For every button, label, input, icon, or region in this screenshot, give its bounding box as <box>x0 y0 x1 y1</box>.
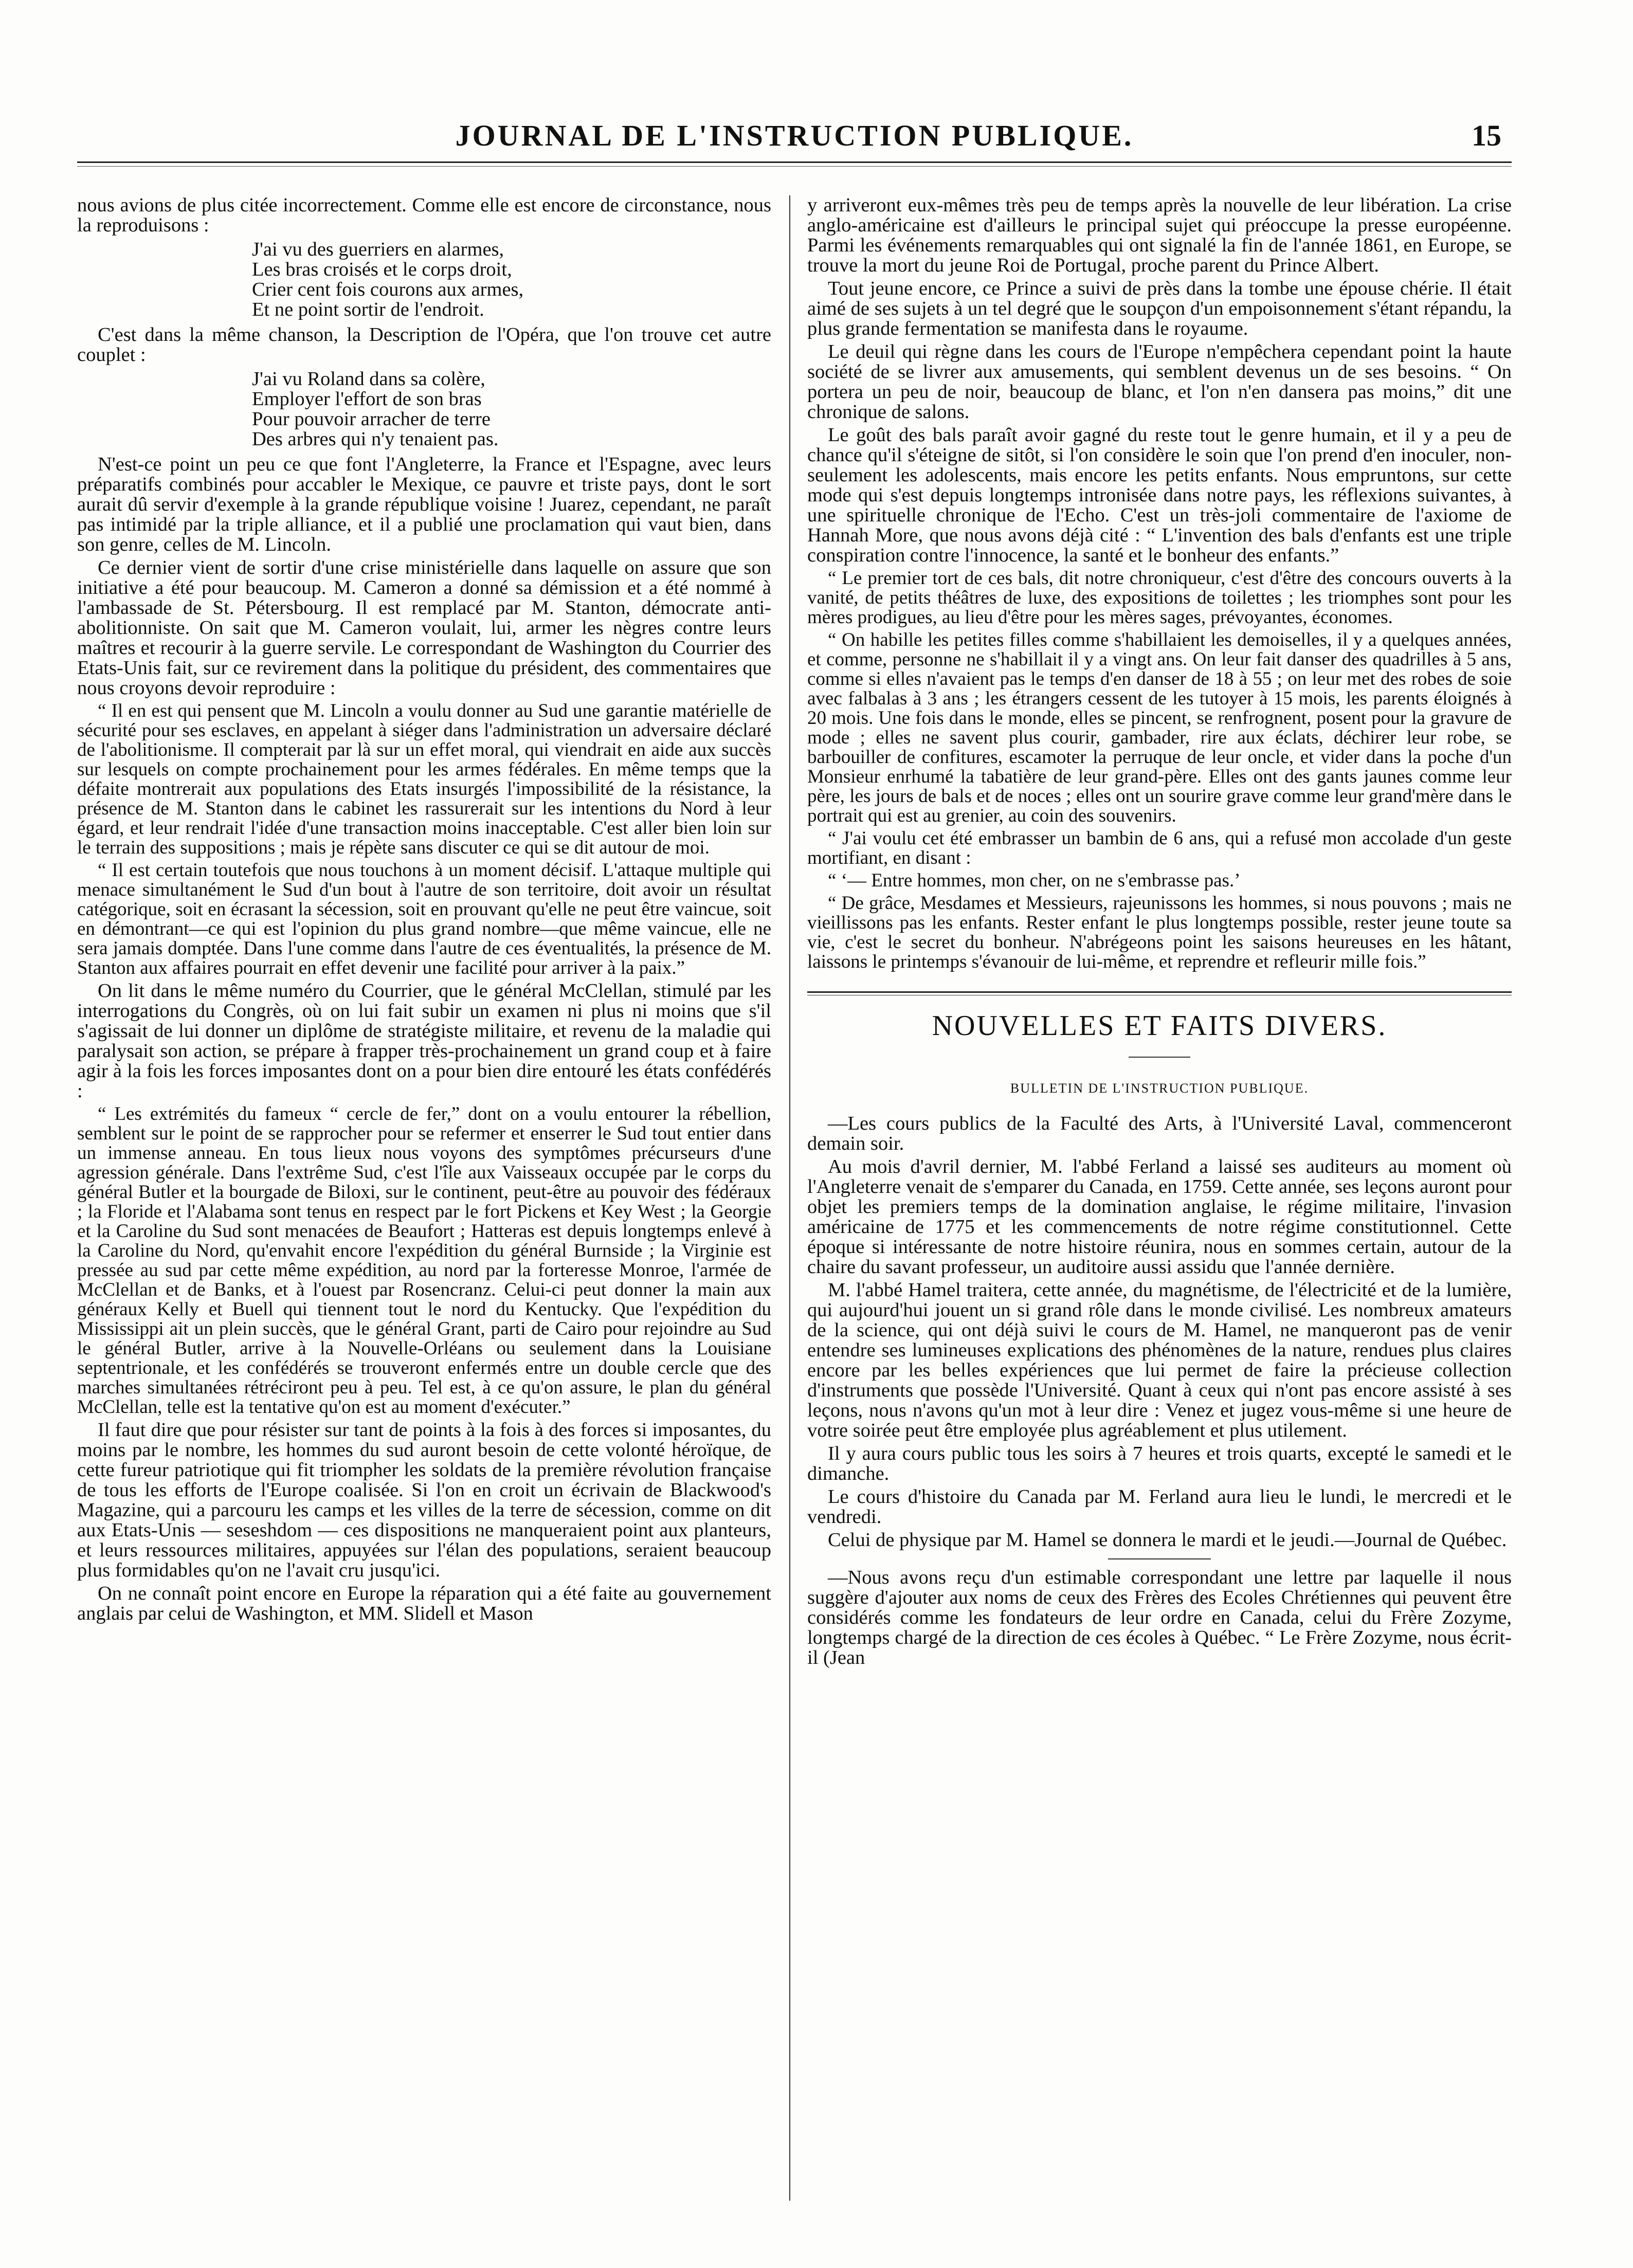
news-item: Celui de physique par M. Hamel se donnera le mardi et le jeudi.—Journal de Québec. <box>828 1529 1507 1551</box>
paragraph: On ne connaît point encore en Europe la réparation qui a été faite au gouvernement anglais par celui de Washington, et MM. Slidell et Mason <box>77 1583 771 1624</box>
news-item: —Nous avons reçu d'un estimable correspondant une lettre par laquelle il nous suggère d'ajouter aux noms de ceux des Frères des Ecoles Chrétiennes qui peuvent être considérés comme les fondateurs de leur ordre en Canada, celui du Frère Zozyme, longtemps chargé de la direction de ces écoles à Québec. “ Le Frère Zozyme, nous écrit-il (Jean <box>807 1567 1512 1668</box>
bulletin-heading: BULLETIN DE L'INSTRUCTION PUBLIQUE. <box>1010 1081 1309 1096</box>
quote-paragraph: “ ‘— Entre hommes, mon cher, on ne s'embrasse pas.’ <box>828 870 1241 891</box>
paragraph: Ce dernier vient de sortir d'une crise ministérielle dans laquelle on assure que son initiative a été pour beaucoup. M. Cameron a donné sa démission et a été nommé à l'ambassade de St. Pétersbourg. Il est remplacé par M. Stanton, démocrate anti-abolitionniste. On sait que M. Cameron voulait, lui, armer les nègres contre leurs maîtres et recourir à la guerre servile. Le correspondant de Washington du Courrier des Etats-Unis fait, sur ce revirement dans la politique du président, des commentaires que nous croyons devoir reproduire : <box>77 557 771 699</box>
verse-line: J'ai vu Roland dans sa colère, <box>252 368 485 390</box>
verse-line: Employer l'effort de son bras <box>252 388 482 410</box>
quote-paragraph: “ De grâce, Mesdames et Messieurs, rajeunissons les hommes, si nous pouvons ; mais ne vieillissons pas les enfants. Rester enfant le plus longtemps possible, rester jeune toute sa vie, c'est le secret du bonheur. N'abrégeons point les saisons heureuses en les hâtant, laissons le printemps s'évanouir de lui-même, et reprendre et refleurir mille fois.” <box>807 893 1512 972</box>
paragraph: Tout jeune encore, ce Prince a suivi de près dans la tombe une épouse chérie. Il était aimé de ses sujets à un tel degré que le soupçon d'un empoisonnement s'étant répandu, la plus grande fermentation se manifesta dans le royaume. <box>807 278 1512 339</box>
news-item: M. l'abbé Hamel traitera, cette année, du magnétisme, de l'électricité et de la lumière, qui aujourd'hui jouent un si grand rôle dans le monde civilisé. Les nombreux amateurs de la science, qui ont déjà suivi le cours de M. Hamel, ne manqueront pas de venir entendre ses lumineuses explications des phénomènes de la nature, rendues plus claires encore par les belles expériences que lui permet de faire la précieuse collection d'instruments que possède l'Université. Quant à ceux qui n'ont pas encore assisté à ses leçons, nous n'avons qu'un mot à leur dire : Venez et jugez vous-même si une heure de votre soirée peut être employée plus agréablement et plus utilement. <box>807 1279 1512 1441</box>
verse-line: Des arbres qui n'y tenaient pas. <box>252 428 499 450</box>
quote-paragraph: “ Le premier tort de ces bals, dit notre chroniqueur, c'est d'être des concours ouverts à la vanité, de petits théâtres de luxe, des expositions de toilettes ; les triomphes sont pour les mères prodigues, au lieu d'être pour les mères sages, prévoyantes, économes. <box>807 568 1512 628</box>
verse-line: Et ne point sortir de l'endroit. <box>252 299 484 320</box>
news-item: Au mois d'avril dernier, M. l'abbé Ferland a laissé ses auditeurs au moment où l'Angleterre venait de s'emparer du Canada, en 1759. Cette année, ses leçons auront pour objet les premiers temps de la domination anglaise, le régime militaire, l'invasion américaine de 1775 et les commencements de notre régime constitutionnel. Cette époque si intéressante de notre histoire réunira, nous en sommes certain, autour de la chaire du savant professeur, un auditoire aussi assidu que l'année dernière. <box>807 1156 1512 1278</box>
paragraph: C'est dans la même chanson, la Description de l'Opéra, que l'on trouve cet autre couplet : <box>77 324 771 366</box>
quote-paragraph: “ J'ai voulu cet été embrasser un bambin de 6 ans, qui a refusé mon accolade d'un geste mortifiant, en disant : <box>807 828 1512 868</box>
section-subrule <box>1129 1057 1190 1058</box>
quote-paragraph: “ Les extrémités du fameux “ cercle de fer,” dont on a voulu entourer la rébellion, semblent sur le point de se rapprocher pour se refermer et enserrer le Sud tout entier dans un immense anneau. En tous lieux nous voyons des symptômes précurseurs d'une agression générale. Dans l'extrême Sud, c'est l'île aux Vaisseaux occupée par le corps du général Butler et la bourgade de Biloxi, sur le continent, peut-être au pouvoir des fédéraux ; la Floride et l'Alabama sont tenus en respect par le fort Pickens et Key West ; la Georgie et la Caroline du Sud sont menacées de Beaufort ; Hatteras est depuis longtemps enlevé à la Caroline du Nord, qu'envahit encore l'expédition du général Burnside ; la Virginie est pressée au sud par cette même expédition, au nord par la forteresse Monroe, l'armée de McClellan et de Banks, et à l'ouest par Rosencranz. Celui-ci peut donner la main aux généraux Kelly et Buell qui tiennent tout le nord du Kentucky. Que l'expédition du Mississippi ait un plein succès, que le général Grant, parti de Cairo pour rejoindre au Sud le général Butler, arrive à la Nouvelle-Orléans ou seulement dans la Louisiane septentrionale, et les confédérés se trouveront enfermés entre un double cercle que des marches simultanées rétréciront peu à peu. Tel est, à ce qu'on assure, le plan du général McClellan, telle est la tentative qu'on est au moment d'exécuter.” <box>77 1103 771 1418</box>
verse-block <box>252 369 771 449</box>
news-item: —Les cours publics de la Faculté des Arts, à l'Université Laval, commenceront demain soir. <box>807 1113 1512 1154</box>
journal-title: JOURNAL DE L'INSTRUCTION PUBLIQUE. <box>455 119 1134 152</box>
column-divider <box>789 195 790 2201</box>
news-item: Il y aura cours public tous les soirs à 7 heures et trois quarts, excepté le samedi et le dimanche. <box>807 1443 1512 1484</box>
verse-block <box>252 240 771 320</box>
left-column <box>77 195 771 1627</box>
page-number: 15 <box>1472 119 1501 152</box>
quote-paragraph: “ Il est certain toutefois que nous touchons à un moment décisif. L'attaque multiple qui menace simultanément le Sud d'un bout à l'autre de son territoire, doit avoir un résultat catégorique, soit en écrasant la sécession, soit en prouvant qu'elle ne peut être vaincue, soit en démontrant—ce qui est l'opinion du plus grand nombre—que même vaincue, elle ne sera jamais domptée. Dans l'une comme dans l'autre de ces éventualités, la présence de M. Stanton aux affaires pourrait en effet devenir une facilité pour arriver à la paix.” <box>77 860 771 978</box>
paragraph: y arriveront eux-mêmes très peu de temps après la nouvelle de leur libération. La crise anglo-américaine est d'ailleurs le principal sujet qui préoccupe la presse européenne. Parmi les événements remarquables qui ont signalé la fin de l'année 1861, en Europe, se trouve la mort du jeune Roi de Portugal, proche parent du Prince Albert. <box>807 194 1512 276</box>
verse-line: Les bras croisés et le corps droit, <box>252 259 512 280</box>
paragraph: nous avions de plus citée incorrectement. Comme elle est encore de circonstance, nous la reproduisons : <box>77 194 771 236</box>
section-rule <box>807 991 1512 993</box>
newspaper-page <box>77 118 1512 2226</box>
paragraph: On lit dans le même numéro du Courrier, que le général McClellan, stimulé par les interrogations du Congrès, où on lui fait subir un examen ni plus ni moins que s'il s'agissait de lui donner un diplôme de stratégiste militaire, et revenu de la maladie qui paralysait son action, se prépare à frapper très-prochainement un grand coup et à faire agir à la fois les forces imposantes dont on a pour bien dire entouré les états confédérés : <box>77 980 771 1102</box>
verse-line: Crier cent fois courons aux armes, <box>252 279 524 300</box>
paragraph: Il faut dire que pour résister sur tant de points à la fois à des forces si imposantes, du moins par le nombre, les hommes du sud auront besoin de cette volonté héroïque, de cette fureur patriotique qui fit triompher les soldats de la première révolution française de tous les efforts de l'Europe coalisée. Si l'on en croit un écrivain de Blackwood's Magazine, qui a parcouru les camps et les villes de la terre de sécession, comme on dit aux Etats-Unis — seseshdom — ces dispositions ne manqueraient point aux planteurs, et leurs ressources militaires, appuyées sur l'élan des populations, seraient beaucoup plus formidables qu'on ne l'avait cru jusqu'ici. <box>77 1419 771 1581</box>
news-item: Le cours d'histoire du Canada par M. Ferland aura lieu le lundi, le mercredi et le vendredi. <box>807 1486 1512 1528</box>
item-divider <box>1108 1558 1211 1559</box>
header-rule <box>77 161 1512 163</box>
paragraph: Le goût des bals paraît avoir gagné du reste tout le genre humain, et il y a peu de chance qu'il s'éteigne de sitôt, si l'on considère le soin que l'on prend d'en inoculer, non-seulement les adolescents, mais encore les petits enfants. Nous empruntons, sur cette mode qui s'est depuis longtemps intronisée dans notre pays, les réflexions suivantes, à une spirituelle chronique de l'Echo. C'est un très-joli commentaire de l'axiome de Hannah More, que nous avons déjà cité : “ L'invention des bals d'enfants est une triple conspiration contre l'innocence, la santé et le bonheur des enfants.” <box>807 424 1512 566</box>
verse-line: Pour pouvoir arracher de terre <box>252 408 491 430</box>
paragraph: N'est-ce point un peu ce que font l'Angleterre, la France et l'Espagne, avec leurs préparatifs combinés pour accabler le Mexique, ce pauvre et triste pays, dont le sort aurait dû servir d'exemple à la grande république voisine ! Juarez, cependant, ne paraît pas intimidé par la triple alliance, et il a publié une proclamation qui vaut bien, dans son genre, celles de M. Lincoln. <box>77 453 771 555</box>
quote-paragraph: “ Il en est qui pensent que M. Lincoln a voulu donner au Sud une garantie matérielle de sécurité pour ses esclaves, en appelant à siéger dans l'administration un adversaire déclaré de l'abolitionisme. Il compterait par là sur un effet moral, qui viendrait en aide aux succès sur lesquels on compte prochainement pour les armes fédérales. En même temps que la défaite montrerait aux populations des Etats insurgés l'impossibilité de la résistance, la présence de M. Stanton dans le cabinet les rassurerait sur les intentions du Nord à leur égard, et leur rendrait l'idée d'une transaction moins inacceptable. C'est aller bien loin sur le terrain des suppositions ; mais je répète sans discuter ce qui se dit autour de moi. <box>77 700 771 858</box>
section-title: NOUVELLES ET FAITS DIVERS. <box>932 1010 1387 1042</box>
right-column <box>807 195 1512 1671</box>
quote-paragraph: “ On habille les petites filles comme s'habillaient les demoiselles, il y a quelques années, et comme, personne ne s'habillait il y a vingt ans. On leur fait danser des quadrilles à 5 ans, comme si elles n'avaient pas le temps d'en danser de 18 à 55 ; on leur met des robes de soie avec falbalas à 3 ans ; les étrangers cessent de les tutoyer à 15 mois, les parents éloignés à 20 mois. Une fois dans le monde, elles se pincent, se renfrognent, posent pour la gravure de mode ; elles ne savent plus courir, gambader, rire aux éclats, déchirer leur robe, se barbouiller de confitures, escamoter la perruque de leur oncle, et vider dans la poche d'un Monsieur enrhumé la tabatière de leur grand-père. Elles ont des gants jaunes comme leur père, les jours de bals et de noces ; elles ont un sourire grave comme leur grand'mère dans le portrait qui est au grenier, au coin des souvenirs. <box>807 629 1512 826</box>
verse-line: J'ai vu des guerriers en alarmes, <box>252 239 504 260</box>
paragraph: Le deuil qui règne dans les cours de l'Europe n'empêchera cependant point la haute société de se livrer aux amusements, qui semblent devenus un de ses besoins. “ On portera un peu de noir, beaucoup de blanc, et l'on n'en dansera pas moins,” dit une chronique de salons. <box>807 341 1512 423</box>
page-header <box>77 118 1512 154</box>
header-rule-thin <box>77 166 1512 167</box>
